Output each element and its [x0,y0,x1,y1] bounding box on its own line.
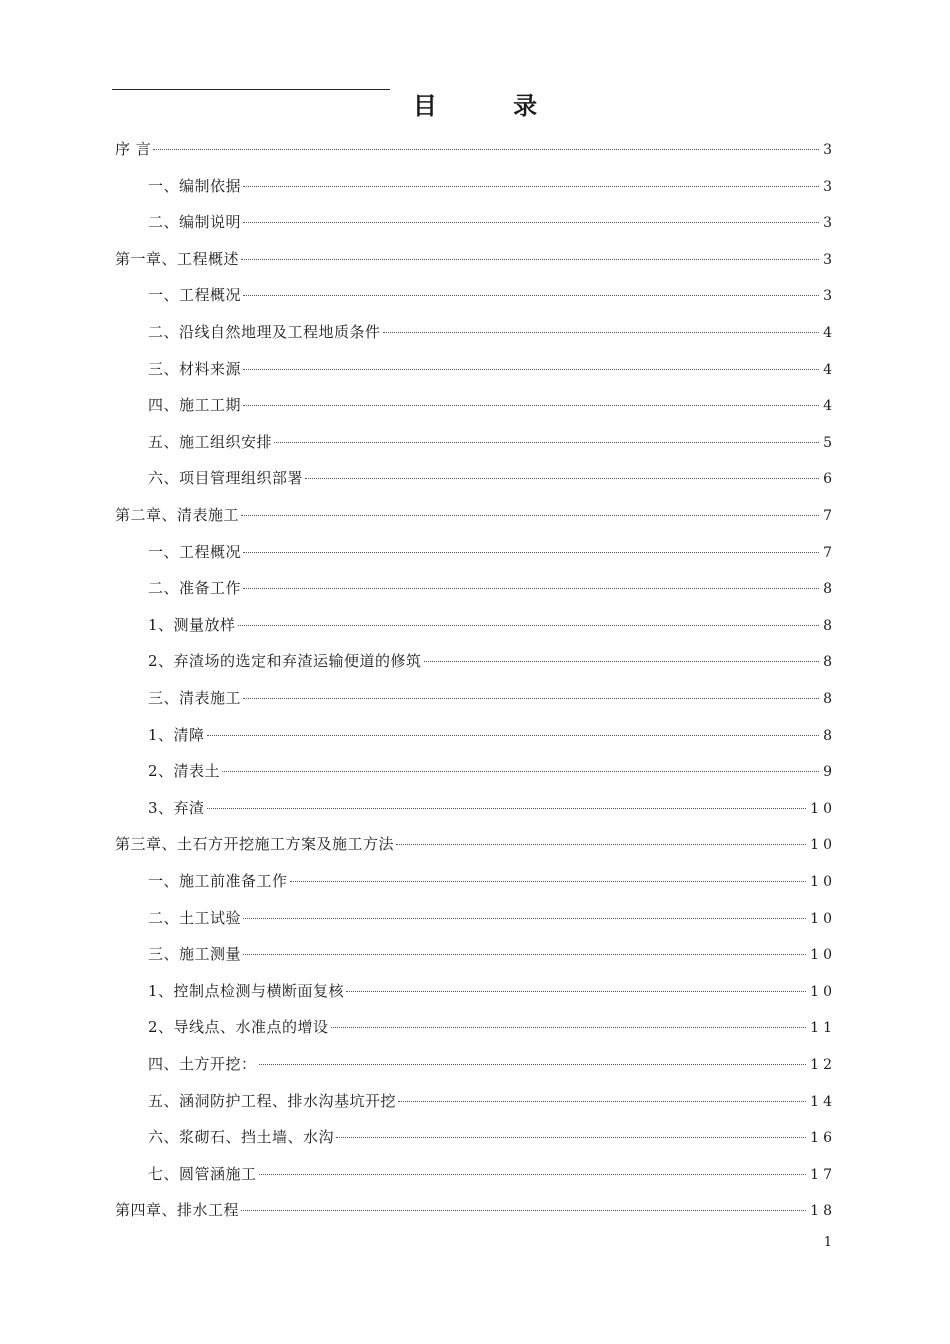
toc-entry[interactable] [0,936,950,973]
dot-leader [259,1064,807,1065]
toc-entry-label: 一、工程概况 [148,286,242,305]
toc-entry-page: 7 [823,508,836,524]
toc-entry-page: 4 [823,325,836,341]
toc-entry-label: 1、控制点检测与横断面复核 [148,981,345,1000]
toc-entry-page: 18 [810,1203,836,1220]
dot-leader [383,332,820,333]
toc-entry-page: 10 [810,947,836,964]
dot-leader [243,186,819,187]
toc-entry[interactable] [0,680,950,717]
toc-entry-label: 三、施工测量 [148,945,242,964]
toc-entry[interactable] [0,900,950,937]
toc-entry-label: 七、圆管涵施工 [148,1164,257,1183]
dot-leader [243,369,819,370]
toc-entry-page: 5 [823,434,836,451]
toc-entry-label: 3、弃渣 [148,798,205,817]
toc-entry-label: 一、编制依据 [148,176,242,195]
dot-leader [243,295,819,296]
toc-entry-page: 10 [810,874,836,890]
dot-leader [398,1101,806,1102]
toc-entry-label: 第二章、清表施工 [115,506,240,524]
toc-entry-page: 6 [823,471,836,488]
toc-entry-label: 2、导线点、水准点的增设 [148,1018,329,1037]
toc-entry-page: 3 [823,288,836,305]
toc-entry-label: 四、施工工期 [148,396,242,415]
dot-leader [153,149,819,150]
toc-entry-page: 10 [810,800,836,817]
toc-entry-page: 10 [810,983,836,1000]
toc-entry[interactable] [0,351,950,388]
dot-leader [243,698,819,699]
dot-leader [290,881,807,882]
toc-entry[interactable] [0,424,950,461]
dot-leader [243,405,819,406]
toc-entry-page: 10 [810,910,836,927]
toc-entry-page: 4 [823,361,836,378]
toc-entry-label: 二、编制说明 [148,213,242,232]
dot-leader [207,735,820,736]
toc-entry[interactable] [0,570,950,607]
toc-entry[interactable] [0,1046,950,1083]
dot-leader [243,222,819,223]
toc-entry-page: 9 [823,764,836,781]
dot-leader [424,661,820,662]
dot-leader [396,844,806,845]
toc-entry-label: 第三章、土石方开挖施工方案及施工方法 [115,835,395,854]
toc-entry[interactable] [0,1156,950,1193]
toc-entry[interactable] [0,387,950,424]
toc-entry-page: 7 [823,544,836,561]
toc-entry[interactable] [0,643,950,680]
toc-entry-label: 二、土工试验 [148,908,242,927]
toc-entry[interactable] [0,790,950,827]
toc-entry-label: 三、材料来源 [148,359,242,378]
dot-leader [243,954,806,955]
toc-entry[interactable] [0,204,950,241]
toc-entry-label: 第四章、排水工程 [115,1201,240,1220]
toc-entry-label: 1、清障 [148,725,205,744]
dot-leader [243,552,819,553]
toc-entry-label: 六、浆砌石、挡土墙、水沟 [148,1128,335,1147]
toc-entry-label: 二、准备工作 [148,579,242,598]
dot-leader [238,625,820,626]
toc-entry[interactable] [0,241,950,278]
toc-entry-page: 8 [823,617,836,634]
dot-leader [259,1174,807,1175]
toc-entry-page: 17 [810,1166,836,1183]
toc-entry-page: 8 [823,654,836,671]
toc-entry[interactable] [0,1083,950,1120]
page-number: 1 [823,1235,832,1250]
dot-leader [243,918,806,919]
toc-entry[interactable] [0,131,950,168]
toc-entry-label: 一、施工前准备工作 [148,872,288,890]
toc-entry-label: 四、土方开挖： [148,1055,257,1073]
toc-entry-label: 第一章、工程概述 [115,249,240,268]
toc-entry-label: 二、沿线自然地理及工程地质条件 [148,323,381,341]
toc-entry-page: 12 [810,1057,836,1073]
dot-leader [243,588,819,589]
page-title: 目 录 [412,91,572,120]
toc-entry[interactable] [0,497,950,534]
toc-entry-page: 16 [810,1130,836,1147]
dot-leader [207,808,807,809]
toc-entry[interactable] [0,1009,950,1046]
dot-leader [274,442,819,443]
toc-entry-label: 五、涵洞防护工程、排水沟基坑开挖 [148,1091,397,1110]
toc-entry[interactable] [0,753,950,790]
toc-entry-label: 序 言 [115,140,152,158]
toc-entry-page: 4 [823,398,836,415]
dot-leader [241,1210,806,1211]
toc-entry-page: 11 [810,1020,836,1037]
toc-entry[interactable] [0,826,950,863]
toc-entry[interactable] [0,607,950,644]
toc-entry[interactable] [0,277,950,314]
toc-entry-page: 10 [810,837,836,854]
toc-entry[interactable] [0,1192,950,1229]
toc-entry-page: 14 [810,1093,836,1110]
toc-entry-page: 3 [823,215,836,232]
toc-entry-page: 8 [823,581,836,598]
toc-entry-label: 1、测量放样 [148,615,236,634]
toc-entry-label: 2、清表土 [148,762,221,781]
toc-entry[interactable] [0,168,950,205]
dot-leader [336,1137,806,1138]
toc-entry-page: 3 [823,178,836,195]
toc-entry-label: 五、施工组织安排 [148,432,273,451]
dot-leader [346,991,806,992]
toc-entry-page: 3 [823,251,836,268]
toc-entry-label: 三、清表施工 [148,689,242,707]
toc-entry-page: 8 [823,691,836,707]
toc-entry-label: 一、工程概况 [148,542,242,561]
toc-entry[interactable] [0,460,950,497]
toc-entry[interactable] [0,314,950,351]
toc-entry-page: 8 [823,727,836,744]
dot-leader [305,478,819,479]
toc-entry[interactable] [0,717,950,754]
toc-entry[interactable] [0,863,950,900]
dot-leader [241,515,819,516]
toc-entry-page: 3 [823,142,836,158]
dot-leader [331,1027,807,1028]
toc-entry[interactable] [0,1119,950,1156]
toc-entry-label: 2、弃渣场的选定和弃渣运输便道的修筑 [148,652,422,671]
dot-leader [222,771,819,772]
toc-entry[interactable] [0,973,950,1010]
toc-entry-label: 六、项目管理组织部署 [148,469,304,488]
toc-entry[interactable] [0,534,950,571]
dot-leader [241,259,819,260]
